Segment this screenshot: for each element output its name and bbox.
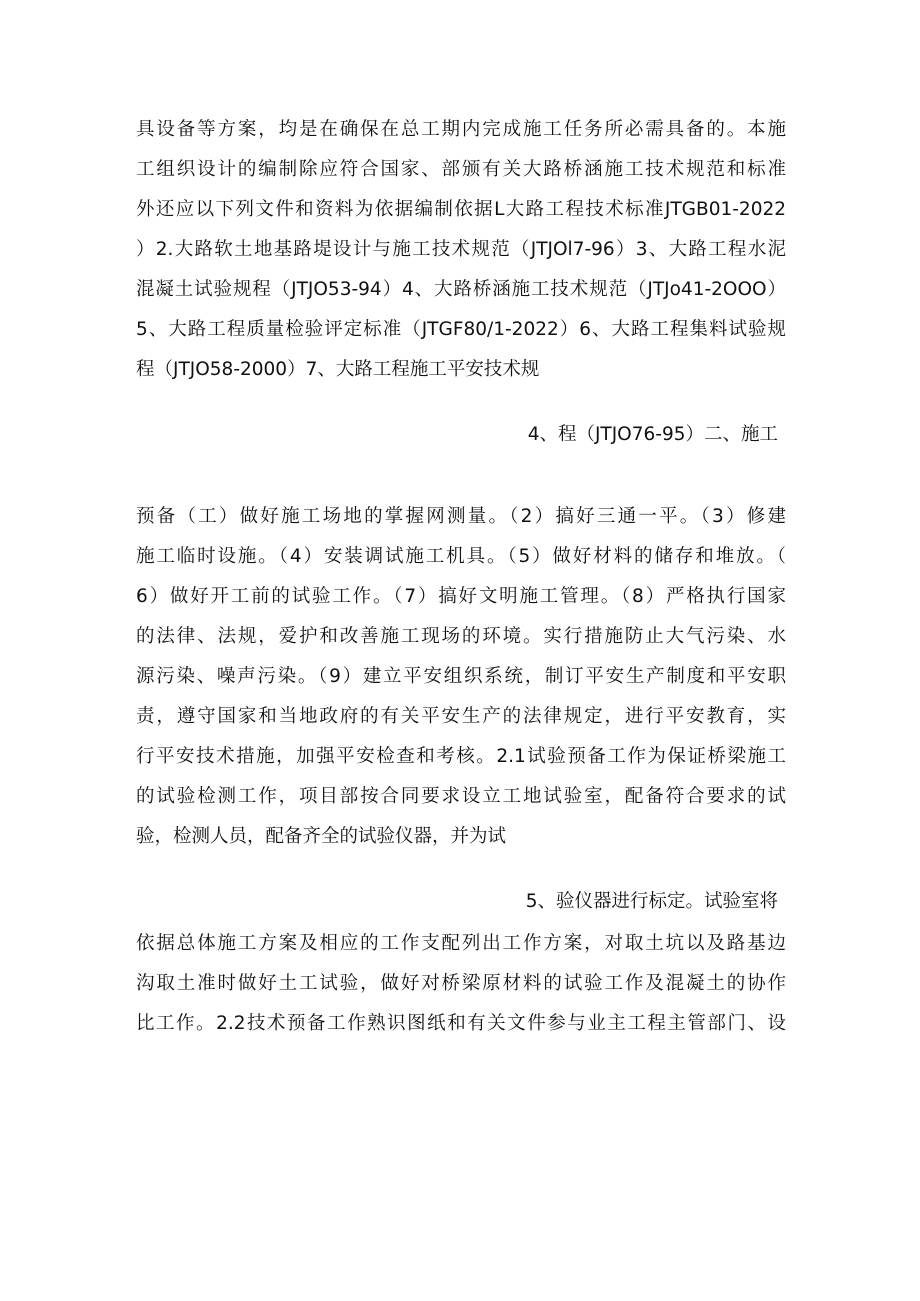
paragraph-line: 工组织设计的编制除应符合国家、部颁有关大路桥涵施工技术规范和标准 xyxy=(136,159,786,180)
section-heading: 5、验仪器进行标定。试验室将 xyxy=(525,891,778,912)
paragraph-line: 的试验检测工作，项目部按合同要求设立工地试验室，配备符合要求的试 xyxy=(136,786,786,807)
paragraph-line: ）2.大路软土地基路堤设计与施工技术规范（JTJOl7-96）3、大路工程水泥 xyxy=(136,239,786,260)
paragraph-line: 5、大路工程质量检验评定标准（JTGF80/1-2022）6、大路工程集料试验规 xyxy=(136,319,786,340)
paragraph-line: 行平安技术措施，加强平安检查和考核。2.1试验预备工作为保证桥梁施工 xyxy=(136,746,786,767)
paragraph-line: 6）做好开工前的试验工作。（7）搞好文明施工管理。（8）严格执行国家 xyxy=(136,586,786,607)
paragraph-line: 施工临时设施。（4）安装调试施工机具。（5）做好材料的储存和堆放。（ xyxy=(136,546,786,567)
paragraph-line: 责，遵守国家和当地政府的有关平安生产的法律规定，进行平安教育，实 xyxy=(136,706,786,727)
paragraph-line: 的法律、法规，爱护和改善施工现场的环境。实行措施防止大气污染、水 xyxy=(136,626,786,647)
paragraph-line: 源污染、噪声污染。（9）建立平安组织系统，制订平安生产制度和平安职 xyxy=(136,666,786,687)
paragraph-line: 预备（工）做好施工场地的掌握网测量。（2）搞好三通一平。（3）修建 xyxy=(136,506,786,527)
paragraph-line: 外还应以下列文件和资料为依据编制依据L大路工程技术标准JTGB01-2022 xyxy=(136,199,786,220)
paragraph-line: 程（JTJO58-2000）7、大路工程施工平安技术规 xyxy=(136,359,540,380)
paragraph-line: 比工作。2.2技术预备工作熟识图纸和有关文件参与业主工程主管部门、设 xyxy=(136,1013,786,1034)
paragraph-line: 混凝土试验规程（JTJO53-94）4、大路桥涵施工技术规范（JTJo41-2OOO） xyxy=(136,279,786,300)
paragraph-line: 依据总体施工方案及相应的工作支配列出工作方案，对取土坑以及路基边 xyxy=(136,933,786,954)
section-heading: 4、程（JTJO76-95）二、施工 xyxy=(527,424,778,445)
paragraph-line: 沟取土准时做好土工试验，做好对桥梁原材料的试验工作及混凝土的协作 xyxy=(136,973,786,994)
paragraph-line: 验，检测人员，配备齐全的试验仪器，并为试 xyxy=(136,826,507,847)
paragraph-line: 具设备等方案，均是在确保在总工期内完成施工任务所必需具备的。本施 xyxy=(136,119,786,140)
